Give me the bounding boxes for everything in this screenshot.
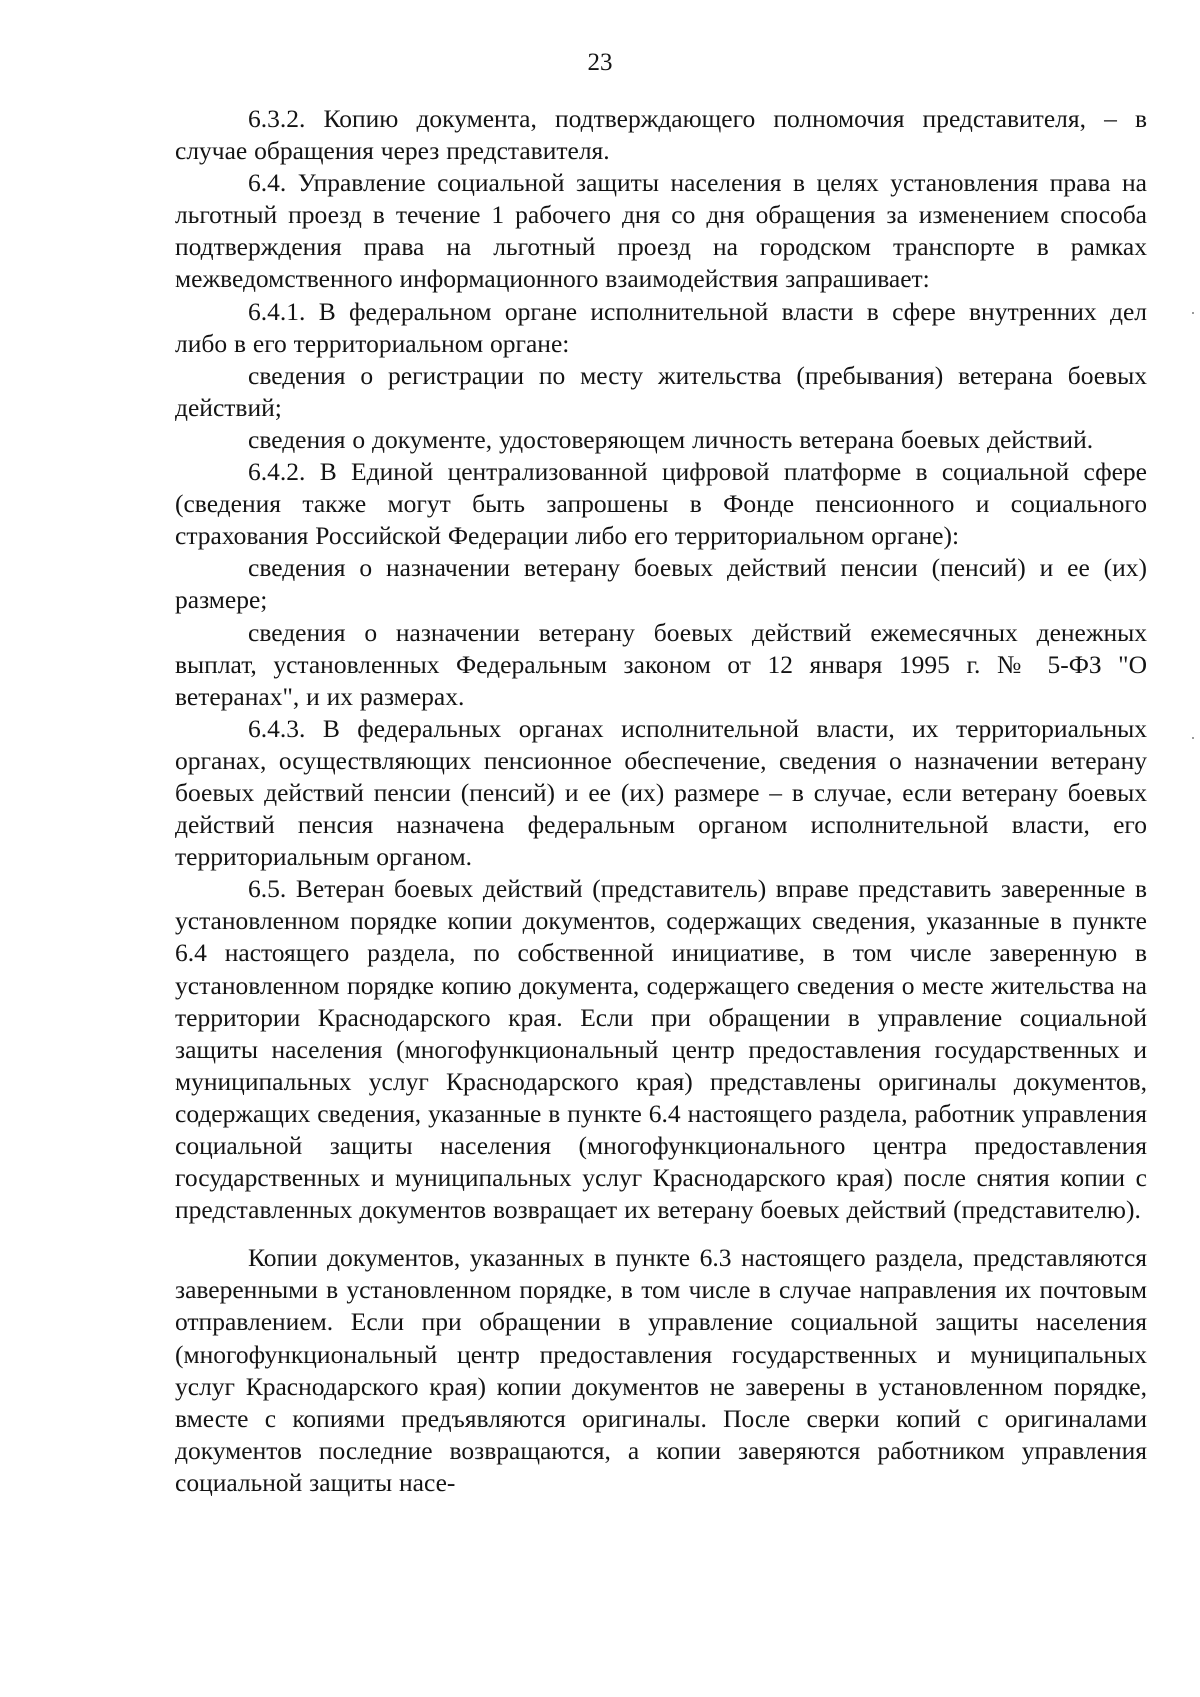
document-body: [175, 103, 1147, 1499]
paragraph-6-4-2: 6.4.2. В Единой централизованной цифровой платформе в социальной сфере (сведения также могут быть запрошены в Фонде пенсионного и социального страхования Российской Федерации либо его территориальном органе):: [175, 457, 1147, 551]
paragraph-6-4: 6.4. Управление социальной защиты населения в целях установления права на льготный проезд в течение 1 рабочего дня со дня обращения за изменением способа подтверждения права на льготный проезд на городском транспорте в рамках межведомственного информационного взаимодействия запрашивает:: [175, 168, 1147, 294]
paragraph-6-3-2: 6.3.2. Копию документа, подтверждающего полномочия представителя, – в случае обращения через представителя.: [175, 104, 1147, 166]
paragraph-6-5: 6.5. Ветеран боевых действий (представитель) вправе представить заверенные в установленном порядке копии документов, содержащих сведения, указанные в пункте 6.4 настоящего раздела, по собственной инициативе, в том числе заверенную в установленном порядке копию документа, содержащего сведения о месте жительства на территории Краснодарского края. Если при обращении в управление социальной защиты населения (многофункциональный центр предоставления государственных и муниципальных услуг Краснодарского края) представлены оригиналы документов, содержащих сведения, указанные в пункте 6.4 настоящего раздела, работник управления социальной защиты населения (многофункционального центра предоставления государственных и муниципальных услуг Краснодарского края) после снятия копии с представленных документов возвращает их ветерану боевых действий (представителю).: [175, 874, 1147, 1225]
paragraph-registration-info: сведения о регистрации по месту жительства (пребывания) ветерана боевых действий;: [175, 360, 1147, 422]
paragraph-identity-document-info: сведения о документе, удостоверяющем личность ветерана боевых действий.: [248, 424, 1094, 454]
scan-edge-mark: [1192, 312, 1194, 314]
paragraph-6-4-1: 6.4.1. В федеральном органе исполнительной власти в сфере внутренних дел либо в его территориальном органе:: [175, 296, 1147, 358]
paragraph-monthly-payments-info: сведения о назначении ветерану боевых действий ежемесячных денежных выплат, установленных Федеральным законом от 12 января 1995 г. № 5-ФЗ "О ветеранах", и их размерах.: [175, 617, 1147, 711]
page-number: 23: [587, 49, 613, 76]
paragraph-6-4-3: 6.4.3. В федеральных органах исполнительной власти, их территориальных органах, осуществляющих пенсионное обеспечение, сведения о назначении ветерану боевых действий пенсии (пенсий) и ее (их) размере – в случае, если ветерану боевых действий пенсия назначена федеральным органом исполнительной власти, его территориальным органом.: [175, 713, 1147, 872]
paragraph-document-copies: Копии документов, указанных в пункте 6.3 настоящего раздела, представляются заверенными в установленном порядке, в том числе в случае направления их почтовым отправлением. Если при обращении в управление социальной защиты населения (многофункциональный центр предоставления государственных и муниципальных услуг Краснодарского края) копии документов не заверены в установленном порядке, вместе с копиями предъявляются оригиналы. После сверки копий с оригиналами документов последние возвращаются, а копии заверяются работником управления социальной защиты насе-: [175, 1243, 1147, 1497]
paragraph-pension-info: сведения о назначении ветерану боевых действий пенсии (пенсий) и ее (их) размере;: [175, 553, 1147, 615]
scan-edge-mark: [1192, 737, 1194, 739]
